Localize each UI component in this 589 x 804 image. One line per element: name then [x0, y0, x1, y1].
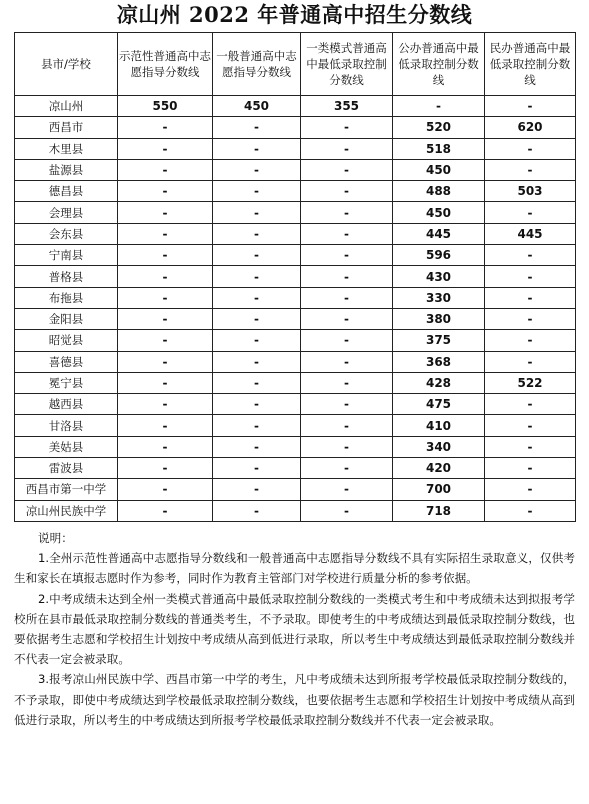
- score-cell: 445: [393, 223, 485, 244]
- header-private-min: 民办普通高中最低录取控制分数线: [485, 33, 576, 96]
- table-body: [15, 96, 576, 522]
- table-row: [15, 308, 576, 329]
- table-row: [15, 159, 576, 180]
- score-cell: -: [301, 202, 393, 223]
- score-cell: -: [213, 500, 301, 521]
- table-row: [15, 479, 576, 500]
- score-table: [14, 32, 576, 522]
- score-cell: 475: [393, 394, 485, 415]
- row-region-name: 美姑县: [15, 436, 118, 457]
- score-cell: -: [213, 117, 301, 138]
- row-region-name: 凉山州民族中学: [15, 500, 118, 521]
- score-cell: -: [485, 138, 576, 159]
- score-cell: -: [118, 138, 213, 159]
- header-public-min: 公办普通高中最低录取控制分数线: [393, 33, 485, 96]
- table-row: [15, 245, 576, 266]
- table-row: [15, 117, 576, 138]
- score-cell: -: [485, 458, 576, 479]
- table-row: [15, 181, 576, 202]
- score-cell: -: [213, 415, 301, 436]
- header-general-guide: 一般普通高中志愿指导分数线: [213, 33, 301, 96]
- score-cell: -: [213, 436, 301, 457]
- row-region-name: 西昌市: [15, 117, 118, 138]
- score-cell: -: [301, 372, 393, 393]
- score-cell: -: [118, 479, 213, 500]
- score-cell: -: [301, 330, 393, 351]
- score-cell: -: [118, 458, 213, 479]
- score-cell: 368: [393, 351, 485, 372]
- score-cell: 340: [393, 436, 485, 457]
- table-row: [15, 372, 576, 393]
- notes-label: 说明：: [38, 530, 73, 545]
- row-region-name: 木里县: [15, 138, 118, 159]
- row-region-name: 雷波县: [15, 458, 118, 479]
- score-cell: -: [213, 223, 301, 244]
- score-cell: 450: [393, 202, 485, 223]
- row-region-name: 会东县: [15, 223, 118, 244]
- score-cell: -: [118, 351, 213, 372]
- score-cell: 450: [393, 159, 485, 180]
- table-row: [15, 287, 576, 308]
- score-cell: 330: [393, 287, 485, 308]
- score-cell: -: [118, 181, 213, 202]
- table-row: [15, 223, 576, 244]
- score-cell: -: [213, 351, 301, 372]
- row-region-name: 德昌县: [15, 181, 118, 202]
- score-cell: 596: [393, 245, 485, 266]
- score-cell: 410: [393, 415, 485, 436]
- score-cell: -: [118, 415, 213, 436]
- score-cell: -: [485, 96, 576, 117]
- header-model-guide: 示范性普通高中志愿指导分数线: [118, 33, 213, 96]
- score-cell: -: [485, 308, 576, 329]
- score-cell: -: [485, 394, 576, 415]
- score-cell: -: [301, 394, 393, 415]
- score-cell: 488: [393, 181, 485, 202]
- score-cell: 380: [393, 308, 485, 329]
- score-cell: -: [485, 351, 576, 372]
- score-cell: -: [118, 500, 213, 521]
- row-region-name: 凉山州: [15, 96, 118, 117]
- row-region-name: 金阳县: [15, 308, 118, 329]
- score-cell: -: [118, 436, 213, 457]
- score-cell: -: [485, 436, 576, 457]
- score-cell: 550: [118, 96, 213, 117]
- score-cell: 375: [393, 330, 485, 351]
- table-row: [15, 394, 576, 415]
- score-cell: -: [118, 202, 213, 223]
- row-region-name: 喜德县: [15, 351, 118, 372]
- score-cell: -: [485, 266, 576, 287]
- score-cell: -: [213, 479, 301, 500]
- score-cell: 522: [485, 372, 576, 393]
- score-cell: -: [301, 159, 393, 180]
- score-cell: -: [213, 202, 301, 223]
- row-region-name: 甘洛县: [15, 415, 118, 436]
- score-cell: -: [301, 458, 393, 479]
- score-cell: -: [213, 458, 301, 479]
- notes-section: [14, 528, 575, 730]
- score-cell: -: [301, 479, 393, 500]
- score-cell: -: [118, 159, 213, 180]
- score-cell: -: [301, 138, 393, 159]
- score-cell: -: [213, 181, 301, 202]
- score-cell: -: [301, 415, 393, 436]
- row-region-name: 昭觉县: [15, 330, 118, 351]
- score-cell: -: [485, 287, 576, 308]
- table-row: [15, 458, 576, 479]
- row-region-name: 越西县: [15, 394, 118, 415]
- score-cell: -: [485, 159, 576, 180]
- score-cell: -: [301, 245, 393, 266]
- row-region-name: 布拖县: [15, 287, 118, 308]
- score-cell: 718: [393, 500, 485, 521]
- score-cell: -: [301, 223, 393, 244]
- score-cell: -: [301, 287, 393, 308]
- score-cell: -: [118, 266, 213, 287]
- table-row: [15, 436, 576, 457]
- score-cell: 445: [485, 223, 576, 244]
- score-cell: -: [213, 394, 301, 415]
- score-cell: 420: [393, 458, 485, 479]
- score-cell: -: [485, 415, 576, 436]
- table-row: [15, 202, 576, 223]
- table-row: [15, 138, 576, 159]
- score-cell: 428: [393, 372, 485, 393]
- table-row: [15, 500, 576, 521]
- header-class-one-min: 一类模式普通高中最低录取控制分数线: [301, 33, 393, 96]
- header-region: 县市/学校: [15, 33, 118, 96]
- score-cell: -: [485, 245, 576, 266]
- row-region-name: 会理县: [15, 202, 118, 223]
- score-cell: -: [301, 181, 393, 202]
- table-row: [15, 266, 576, 287]
- score-cell: -: [301, 117, 393, 138]
- score-cell: -: [118, 394, 213, 415]
- score-cell: -: [118, 330, 213, 351]
- score-cell: -: [213, 266, 301, 287]
- score-cell: 518: [393, 138, 485, 159]
- row-region-name: 冕宁县: [15, 372, 118, 393]
- note-item-1: 1.全州示范性普通高中志愿指导分数线和一般普通高中志愿指导分数线不具有实际招生录取意义，仅供考生和家长在填报志愿时作为参考，同时作为教育主管部门对学校进行质量分析的参考依据。: [14, 551, 575, 586]
- row-region-name: 普格县: [15, 266, 118, 287]
- score-cell: -: [301, 266, 393, 287]
- score-cell: 450: [213, 96, 301, 117]
- score-cell: -: [213, 330, 301, 351]
- score-cell: 520: [393, 117, 485, 138]
- score-cell: -: [213, 372, 301, 393]
- score-cell: -: [118, 372, 213, 393]
- score-cell: -: [213, 287, 301, 308]
- row-region-name: 西昌市第一中学: [15, 479, 118, 500]
- score-cell: -: [213, 138, 301, 159]
- score-cell: -: [213, 159, 301, 180]
- score-cell: -: [485, 479, 576, 500]
- score-cell: -: [118, 287, 213, 308]
- note-item-3: 3.报考凉山州民族中学、西昌市第一中学的考生，凡中考成绩未达到所报考学校最低录取控制分数线的，不予录取，即使中考成绩达到学校最低录取控制分数线，也要依据考生志愿和学校招生计划按中考成绩从高到低进行录取，所以考生的中考成绩达到所报考学校最低录取控制分数线并不代表一定会被录取。: [14, 672, 575, 727]
- table-row: [15, 96, 576, 117]
- score-cell: -: [118, 117, 213, 138]
- score-cell: 700: [393, 479, 485, 500]
- score-cell: -: [118, 308, 213, 329]
- score-cell: 620: [485, 117, 576, 138]
- score-cell: -: [485, 500, 576, 521]
- table-row: [15, 415, 576, 436]
- score-cell: -: [118, 245, 213, 266]
- score-cell: 430: [393, 266, 485, 287]
- page-title: 凉山州 2022 年普通高中招生分数线: [116, 2, 473, 27]
- score-cell: -: [485, 330, 576, 351]
- table-header-row: [15, 33, 576, 96]
- score-cell: 503: [485, 181, 576, 202]
- score-cell: -: [301, 308, 393, 329]
- score-cell: -: [485, 202, 576, 223]
- score-cell: -: [118, 223, 213, 244]
- score-cell: -: [393, 96, 485, 117]
- score-cell: -: [301, 436, 393, 457]
- table-row: [15, 330, 576, 351]
- score-cell: -: [213, 245, 301, 266]
- table-row: [15, 351, 576, 372]
- score-cell: -: [301, 351, 393, 372]
- note-item-2: 2.中考成绩未达到全州一类模式普通高中最低录取控制分数线的一类模式考生和中考成绩未达到拟报考学校所在县市最低录取控制分数线的普通类考生，不予录取。即使考生的中考成绩达到最低录取控制分数线，也要依据考生志愿和学校招生计划按中考成绩从高到低进行录取，所以考生中考成绩达到最低录取控制分数线并不代表一定会被录取。: [14, 591, 575, 667]
- row-region-name: 宁南县: [15, 245, 118, 266]
- score-cell: -: [213, 308, 301, 329]
- score-cell: -: [301, 500, 393, 521]
- row-region-name: 盐源县: [15, 159, 118, 180]
- score-cell: 355: [301, 96, 393, 117]
